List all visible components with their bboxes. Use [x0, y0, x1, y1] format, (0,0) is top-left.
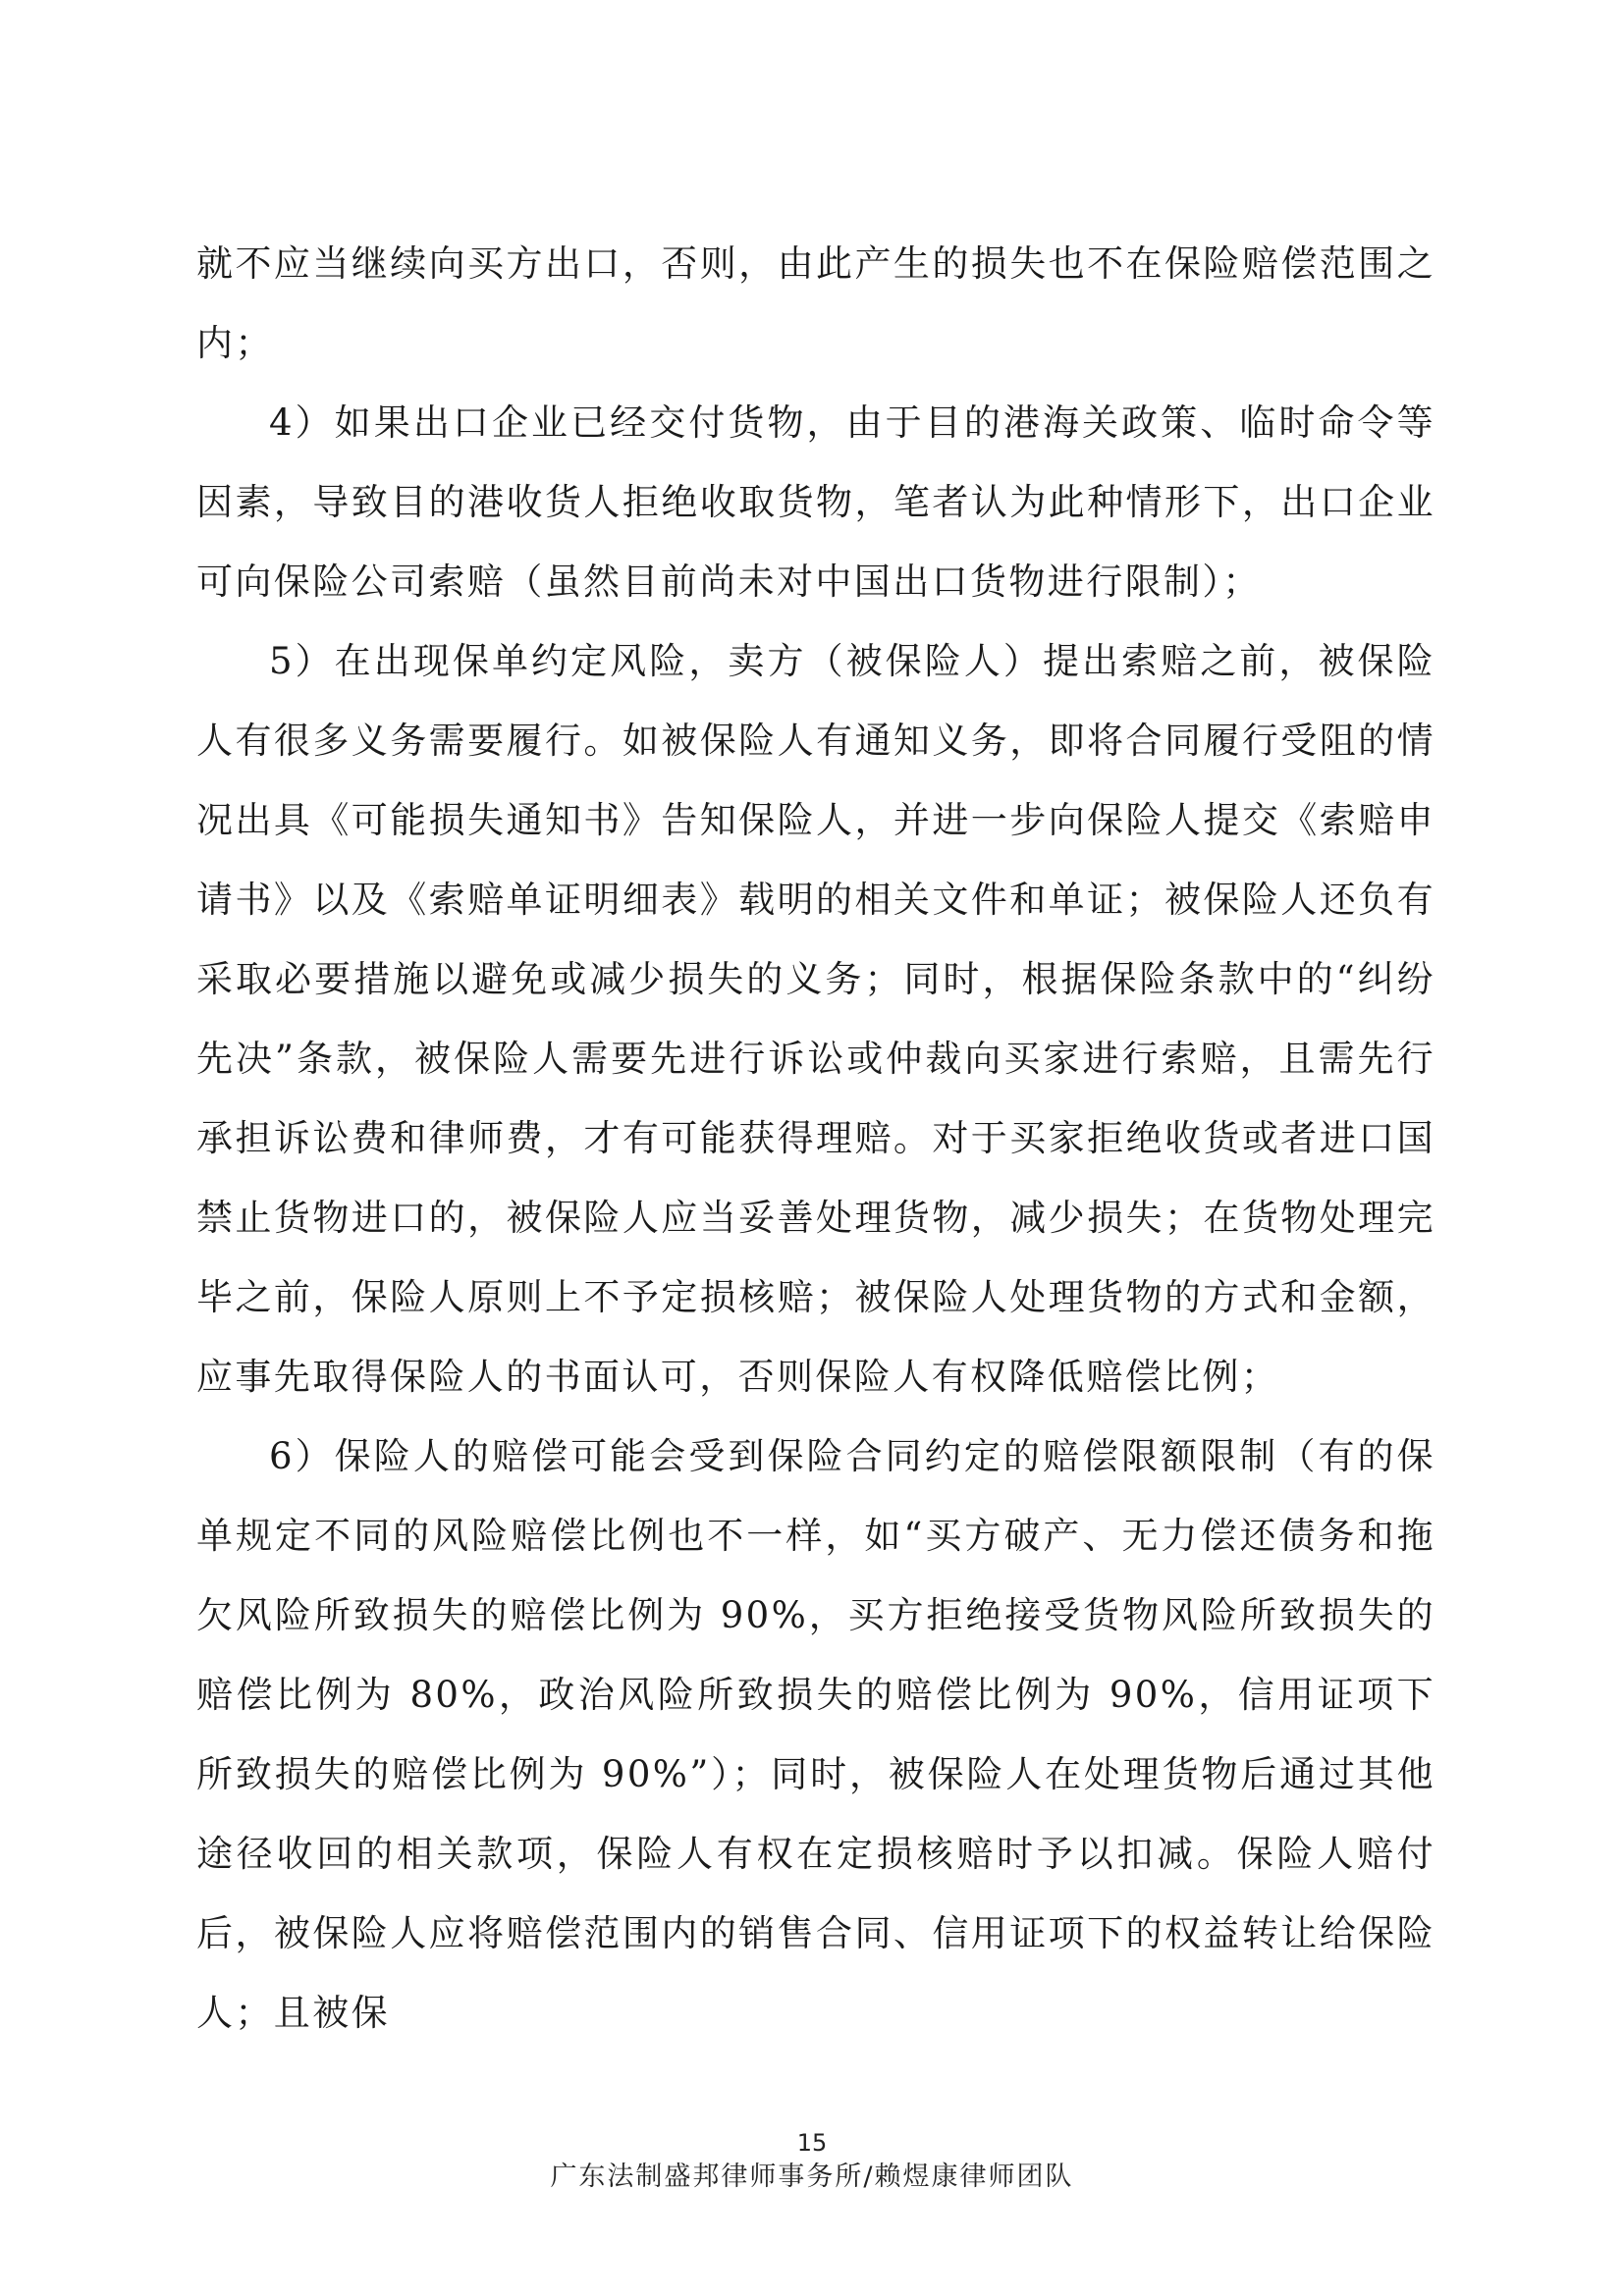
document-body — [196, 224, 1435, 2053]
footer-firm-name: 广东法制盛邦律师事务所/赖煜康律师团队 — [550, 2162, 1074, 2192]
paragraph-item-6: 6）保险人的赔偿可能会受到保险合同约定的赔偿限额限制（有的保单规定不同的风险赔偿比例也不一样，如“买方破产、无力偿还债务和拖欠风险所致损失的赔偿比例为 90%，买方拒绝接受货物风险所致损失的赔偿比例为 80%，政治风险所致损失的赔偿比例为 90%，信用证项下所致损失的赔偿比例为 90%”）；同时，被保险人在处理货物后通过其他途径收回的相关款项，保险人有权在定损核赔时予以扣减。保险人赔付后，被保险人应将赔偿范围内的销售合同、信用证项下的权益转让给保险人；且被保 — [196, 1435, 1435, 2034]
page-number: 15 — [796, 2129, 828, 2157]
paragraph-item-4: 4）如果出口企业已经交付货物，由于目的港海关政策、临时命令等因素，导致目的港收货人拒绝收取货物，笔者认为此种情形下，出口企业可向保险公司索赔（虽然目前尚未对中国出口货物进行限制）； — [196, 401, 1435, 603]
paragraph-item-5: 5）在出现保单约定风险，卖方（被保险人）提出索赔之前，被保险人有很多义务需要履行。如被保险人有通知义务，即将合同履行受阻的情况出具《可能损失通知书》告知保险人，并进一步向保险人提交《索赔申请书》以及《索赔单证明细表》载明的相关文件和单证；被保险人还负有采取必要措施以避免或减少损失的义务；同时，根据保险条款中的“纠纷先决”条款，被保险人需要先进行诉讼或仲裁向买家进行索赔，且需先行承担诉讼费和律师费，才有可能获得理赔。对于买家拒绝收货或者进口国禁止货物进口的，被保险人应当妥善处理货物，减少损失；在货物处理完毕之前，保险人原则上不予定损核赔；被保险人处理货物的方式和金额，应事先取得保险人的书面认可，否则保险人有权降低赔偿比例； — [196, 640, 1435, 1398]
paragraph-continuation: 就不应当继续向买方出口，否则，由此产生的损失也不在保险赔偿范围之内； — [196, 242, 1435, 364]
